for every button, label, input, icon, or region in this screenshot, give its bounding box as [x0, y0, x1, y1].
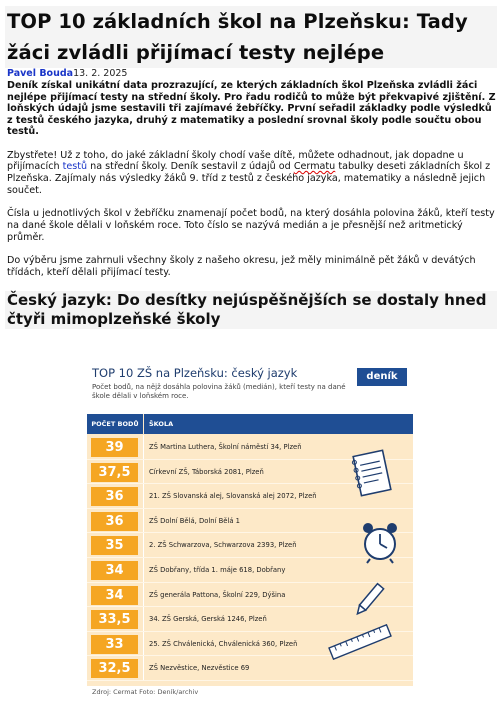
article-perex: Deník získal unikátní data prozrazující, ze kterých základních škol Plzeňska zvládli žáci nejlépe přijímací testy na střední školy. Pro řadu rodičů to může být překvapivé zjištění. Z loňských údajů jsme sestavili tři zajímavé žebříčky. První seřadil základky podle výsledků z testů českého jazyka, druhý z matematiky a poslední srovnal školy podle součtu obou testů. [7, 80, 496, 137]
paragraph-1-text-c: tabulky deseti základních škol z Plzeňska. Zajímaly nás výsledky žáků 9. tříd z testů z českého jazyka, matematiky a následně jejich součet. [7, 161, 491, 196]
tests-link[interactable]: testů [62, 161, 88, 173]
paragraph-2: Čísla u jednotlivých škol v žebříčku znamenají počet bodů, na který dosáhla polovina žáků, kteří testy na dané škole dělali v loňském roce. Toto číslo se nazývá medián a je přesnější než aritmetický průměr. [7, 208, 495, 243]
alarm-clock-icon [359, 519, 401, 565]
school-name: ZŠ generála Pattona, Školní 229, Dýšina [149, 590, 286, 599]
paragraph-1 [5, 150, 497, 197]
table-row [87, 656, 413, 681]
school-name: 21. ZŠ Slovanská alej, Slovanská alej 2072, Plzeň [149, 492, 317, 501]
score-badge: 34 [91, 561, 138, 580]
ruler-icon [325, 624, 395, 660]
score-badge: 35 [91, 536, 138, 555]
school-name: ZŠ Nezvěstice, Nezvěstice 69 [149, 664, 250, 673]
row-separator [143, 632, 144, 657]
row-separator [143, 558, 144, 583]
article [5, 6, 497, 329]
section-heading: Český jazyk: Do desítky nejúspěšnějších se dostaly hned čtyři mimoplzeňské školy [5, 291, 497, 329]
denik-logo: deník [357, 368, 407, 386]
cermat-word: Cermatu [293, 161, 336, 173]
column-header-score: POČET BODŮ [87, 414, 143, 434]
infographic-header [87, 362, 413, 412]
publish-date: 13. 2. 2025 [73, 68, 128, 79]
score-badge: 33 [91, 635, 138, 654]
row-rule [87, 680, 413, 681]
infographic-source: Zdroj: Cermat Foto: Deník/archiv [92, 688, 199, 696]
row-separator [143, 607, 144, 632]
school-name: ZŠ Martina Luthera, Školní náměstí 34, Plzeň [149, 443, 302, 451]
row-separator [143, 484, 144, 509]
school-name: Církevní ZŠ, Táborská 2081, Plzeň [149, 467, 264, 476]
row-separator [143, 509, 144, 534]
row-separator [143, 435, 144, 460]
author-link[interactable]: Pavel Bouda [7, 68, 74, 79]
paragraph-1-text-b: na střední školy. Deník sestavil z údajů od [87, 161, 294, 173]
score-badge: 32,5 [91, 659, 138, 678]
column-header-school: ŠKOLA [144, 414, 413, 434]
pencil-icon [349, 580, 389, 620]
school-name: ZŠ Dolní Bělá, Dolní Bělá 1 [149, 516, 241, 525]
school-name: 25. ZŠ Chválenická, Chválenická 360, Plzeň [149, 639, 298, 648]
infographic-subtitle: Počet bodů, na nějž dosáhla polovina žáků (medián), kteří testy na dané škole dělali v loňském roce. [92, 383, 346, 400]
infographic-title: TOP 10 ZŠ na Plzeňsku: český jazyk [92, 366, 298, 380]
paragraph-3: Do výběru jsme zahrnuli všechny školy z našeho okresu, jež měly minimálně pět žáků v devátých třídách, kteří dělali přijímací testy. [7, 255, 476, 279]
school-name: 2. ZŠ Schwarzova, Schwarzova 2393, Plzeň [149, 541, 297, 550]
score-badge: 34 [91, 586, 138, 605]
infographic-image [87, 362, 413, 700]
school-name: 34. ZŠ Gerská, Gerská 1246, Plzeň [149, 615, 267, 624]
row-separator [143, 656, 144, 681]
row-separator [143, 533, 144, 558]
paragraph-1-text-a: Zbystřete! Už z toho, do jaké základní školy chodí vaše dítě, můžete odhadnout, jak dopadne u přijímacích [7, 149, 464, 173]
school-name: ZŠ Dobřany, třída 1. máje 618, Dobřany [149, 566, 286, 574]
score-badge: 36 [91, 487, 138, 506]
score-badge: 37,5 [91, 463, 138, 482]
article-title: TOP 10 základních škol na Plzeňsku: Tady žáci zvládli přijímací testy nejlépe [5, 6, 497, 68]
score-badge: 39 [91, 438, 138, 457]
notebook-icon [349, 447, 395, 499]
row-separator [143, 460, 144, 485]
row-separator [143, 583, 144, 608]
score-badge: 33,5 [91, 610, 138, 629]
score-badge: 36 [91, 512, 138, 531]
article-meta [5, 68, 497, 80]
